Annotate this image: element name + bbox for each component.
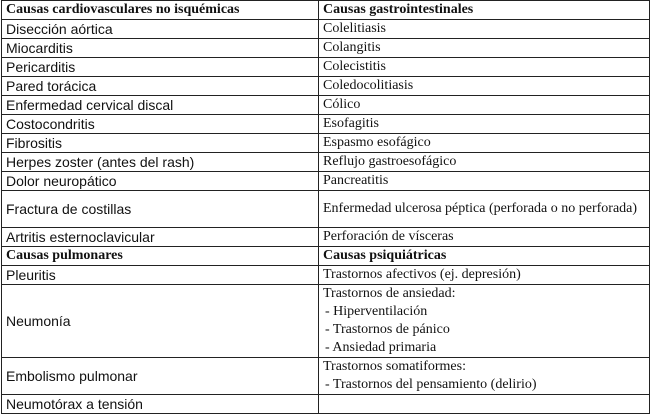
cell-cardio: Herpes zoster (antes del rash) [2,153,319,172]
table-row [2,39,650,58]
table-row [2,134,650,153]
cell-cardio: Pared torácica [2,77,319,96]
cell-cardio: Disección aórtica [2,20,319,39]
cell-somatiform [319,358,650,395]
cell-embolism: Embolismo pulmonar [2,358,319,395]
table-row [2,153,650,172]
cell-gastro: Pancreatitis [319,172,650,191]
table-header-row [2,1,650,20]
cell-cardio: Pericarditis [2,58,319,77]
cell-cardio: Dolor neuropático [2,172,319,191]
cell-gastro: Colecistitis [319,58,650,77]
table-row [2,172,650,191]
cell-gastro: Perforación de vísceras [319,228,650,247]
header-gastro: Causas gastrointestinales [319,1,650,20]
cell-pleuritis: Pleuritis [2,266,319,285]
table-row [2,20,650,39]
anxiety-title: Trastornos de ansiedad: [323,286,456,301]
header-pulmonary: Causas pulmonares [2,247,319,266]
table-row [2,77,650,96]
table-row [2,285,650,358]
cell-gastro: Esofagitis [319,115,650,134]
table-row [2,58,650,77]
causes-table [1,0,650,414]
cell-gastro: Reflujo gastroesofágico [319,153,650,172]
table-row [2,96,650,115]
header-cardio: Causas cardiovasculares no isquémicas [2,1,319,20]
cell-cardio: Artritis esternoclavicular [2,228,319,247]
cell-gastro: Cólico [319,96,650,115]
anxiety-item: - Ansiedad primaria [325,340,437,355]
somatiform-title: Trastornos somatiformes: [323,359,466,374]
table-row [2,395,650,414]
cell-gastro: Colangitis [319,39,650,58]
cell-cardio: Costocondritis [2,115,319,134]
cell-cardio: Enfermedad cervical discal [2,96,319,115]
section-header-row [2,247,650,266]
cell-affective: Trastornos afectivos (ej. depresión) [319,266,650,285]
somatiform-item: - Trastornos del pensamiento (delirio) [325,377,537,392]
anxiety-item: - Trastornos de pánico [325,322,450,337]
anxiety-item: - Hiperventilación [325,304,428,319]
cell-gastro: Enfermedad ulcerosa péptica (perforada o no perforada) [319,191,650,228]
cell-pneumothorax: Neumotórax a tensión [2,395,319,414]
cell-anxiety [319,285,650,358]
table-row [2,228,650,247]
cell-neumonia: Neumonía [2,285,319,358]
cell-cardio: Fibrositis [2,134,319,153]
table-row [2,358,650,395]
table-row [2,115,650,134]
cell-cardio: Miocarditis [2,39,319,58]
cell-gastro: Espasmo esofágico [319,134,650,153]
table-row [2,191,650,228]
cell-gastro: Colelitiasis [319,20,650,39]
cell-empty [319,395,650,414]
table-row [2,266,650,285]
header-psychiatric: Causas psiquiátricas [319,247,650,266]
cell-gastro: Coledocolitiasis [319,77,650,96]
cell-cardio: Fractura de costillas [2,191,319,228]
